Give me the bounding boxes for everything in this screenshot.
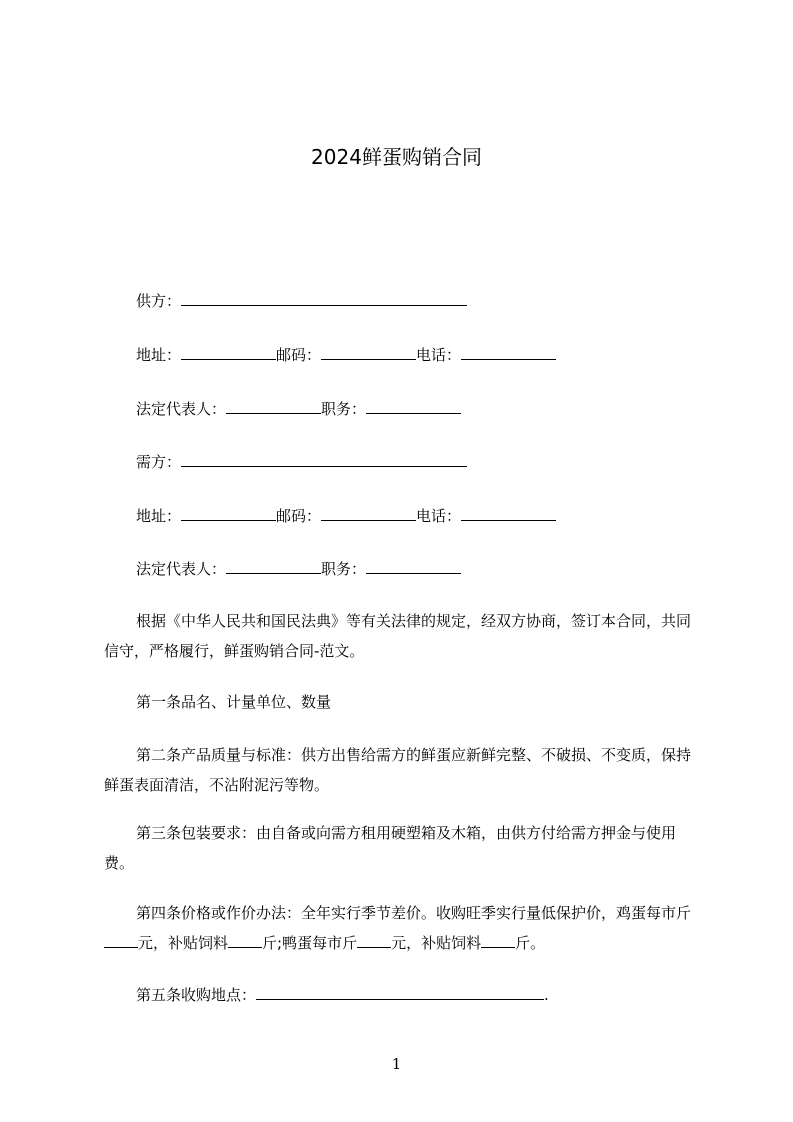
- egg-feed-blank[interactable]: [228, 933, 262, 948]
- buyer-label: 需方：: [136, 453, 182, 471]
- article-4-text-2: 元，补贴饲料: [138, 934, 229, 952]
- buyer-address-blank[interactable]: [181, 506, 276, 521]
- supplier-blank[interactable]: [181, 291, 467, 306]
- duck-feed-blank[interactable]: [481, 933, 515, 948]
- page-number: 1: [391, 1055, 402, 1073]
- article-3: 第三条包装要求：由自备或向需方租用硬塑箱及木箱，由供方付给需方押金与使用费。: [104, 824, 677, 872]
- supplier-line: [136, 291, 467, 311]
- supplier-postcode-blank[interactable]: [321, 345, 416, 360]
- buyer-phone-blank[interactable]: [461, 506, 556, 521]
- supplier-postcode-label: 邮码：: [276, 346, 322, 364]
- article-5-label: 第五条收购地点：: [136, 986, 257, 1004]
- buyer-position-label: 职务：: [321, 560, 367, 578]
- buyer-postcode-blank[interactable]: [321, 506, 416, 521]
- supplier-phone-label: 电话：: [416, 346, 462, 364]
- supplier-address-label: 地址：: [136, 346, 182, 364]
- buyer-blank[interactable]: [181, 452, 467, 467]
- buyer-address-label: 地址：: [136, 507, 182, 525]
- buyer-rep-line: [136, 559, 461, 579]
- buyer-address-line: [136, 506, 556, 526]
- preamble-paragraph: 根据《中华人民共和国民法典》等有关法律的规定，经双方协商，签订本合同，共同信守，严格履行，鲜蛋购销合同-范文。: [104, 612, 692, 660]
- article-4-text-1: 第四条价格或作价办法：全年实行季节差价。收购旺季实行量低保护价，鸡蛋每市斤: [136, 904, 692, 922]
- purchase-location-blank[interactable]: [256, 985, 544, 1000]
- egg-price-blank[interactable]: [104, 933, 138, 948]
- article-1: 第一条品名、计量单位、数量: [136, 693, 332, 711]
- supplier-phone-blank[interactable]: [461, 345, 556, 360]
- supplier-position-label: 职务：: [321, 400, 367, 418]
- buyer-line: [136, 452, 467, 472]
- page-title: 2024鲜蛋购销合同: [311, 145, 482, 169]
- buyer-postcode-label: 邮码：: [276, 507, 322, 525]
- buyer-rep-label: 法定代表人：: [136, 560, 227, 578]
- supplier-rep-blank[interactable]: [226, 399, 321, 414]
- buyer-phone-label: 电话：: [416, 507, 462, 525]
- supplier-address-line: [136, 345, 556, 365]
- article-4-text-5: 斤。: [515, 934, 546, 952]
- buyer-rep-blank[interactable]: [226, 559, 321, 574]
- supplier-rep-label: 法定代表人：: [136, 400, 227, 418]
- supplier-position-blank[interactable]: [366, 399, 461, 414]
- article-5-end: .: [544, 986, 549, 1004]
- article-4: [104, 898, 704, 958]
- article-4-text-4: 元，补贴饲料: [391, 934, 482, 952]
- buyer-position-blank[interactable]: [366, 559, 461, 574]
- article-5: [136, 985, 549, 1005]
- article-2: 第二条产品质量与标准：供方出售给需方的鲜蛋应新鲜完整、不破损、不变质，保持鲜蛋表面清洁，不沾附泥污等物。: [104, 746, 692, 794]
- supplier-rep-line: [136, 399, 461, 419]
- article-4-text-3: 斤;鸭蛋每市斤: [262, 934, 358, 952]
- supplier-address-blank[interactable]: [181, 345, 276, 360]
- duck-egg-price-blank[interactable]: [357, 933, 391, 948]
- supplier-label: 供方：: [136, 292, 182, 310]
